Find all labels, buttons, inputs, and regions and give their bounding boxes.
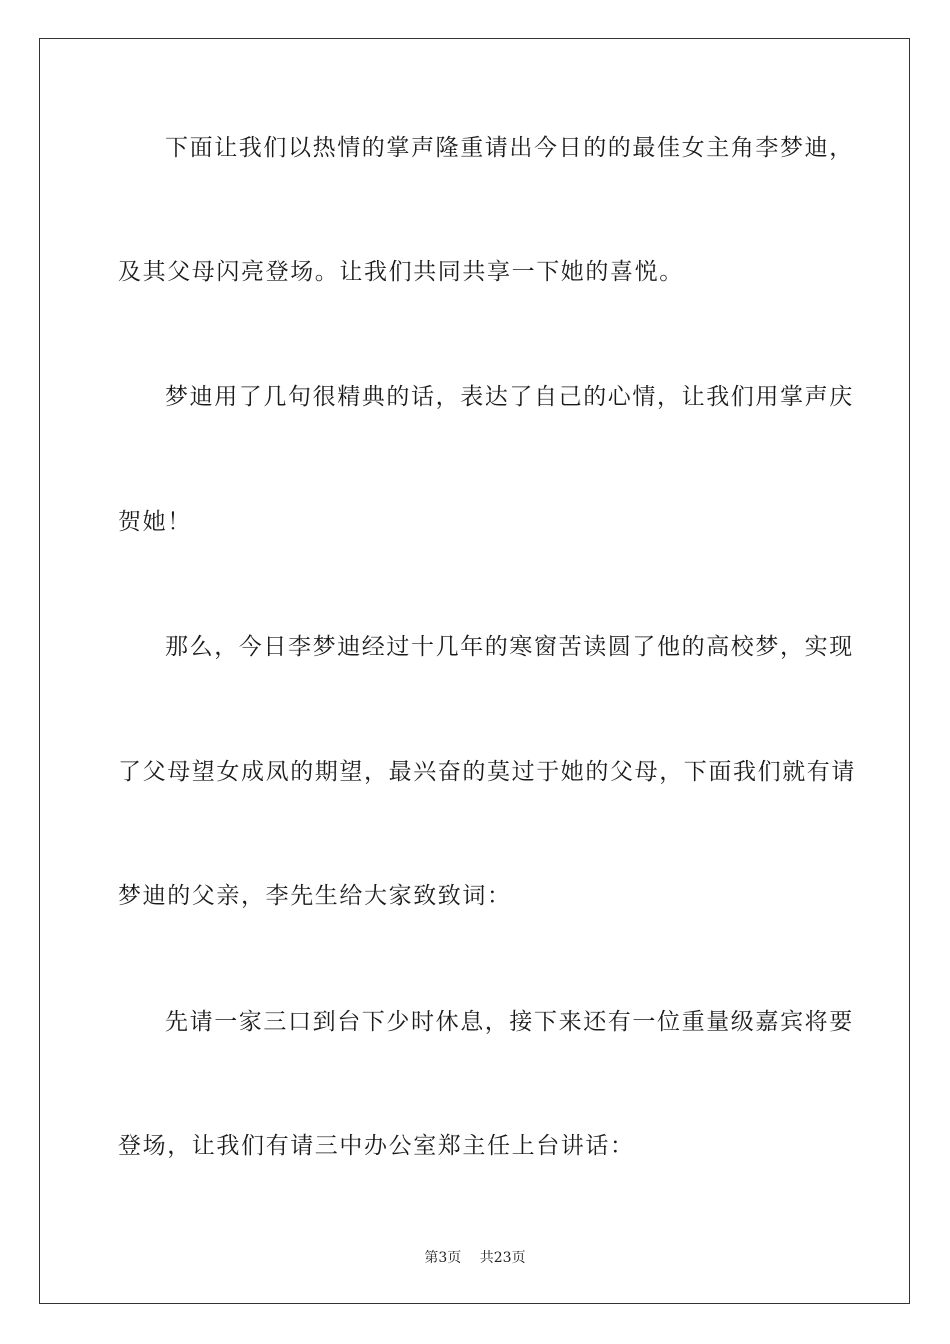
paragraph-3-line-2: 了父母望女成凤的期望，最兴奋的莫过于她的父母，下面我们就有请 — [118, 759, 856, 785]
paragraph-1-line-1: 下面让我们以热情的掌声隆重请出今日的的最佳女主角李梦迪， — [165, 135, 854, 161]
paragraph-3-line-1: 那么，今日李梦迪经过十几年的寒窗苦读圆了他的高校梦，实现 — [165, 634, 854, 660]
paragraph-4-line-2: 登场，让我们有请三中办公室郑主任上台讲话： — [118, 1133, 635, 1159]
paragraph-3-line-3: 梦迪的父亲，李先生给大家致致词： — [118, 883, 512, 909]
page-border — [39, 38, 910, 1304]
paragraph-4-line-1: 先请一家三口到台下少时休息，接下来还有一位重量级嘉宾将要 — [165, 1009, 854, 1035]
total-pages: 共23页 — [479, 1250, 526, 1266]
paragraph-1-line-2: 及其父母闪亮登场。让我们共同共享一下她的喜悦。 — [118, 259, 684, 285]
page-footer — [0, 1247, 950, 1267]
page-number: 第3页 — [424, 1250, 462, 1266]
paragraph-2-line-2: 贺她！ — [118, 509, 192, 535]
paragraph-2-line-1: 梦迪用了几句很精典的话，表达了自己的心情，让我们用掌声庆 — [165, 384, 854, 410]
